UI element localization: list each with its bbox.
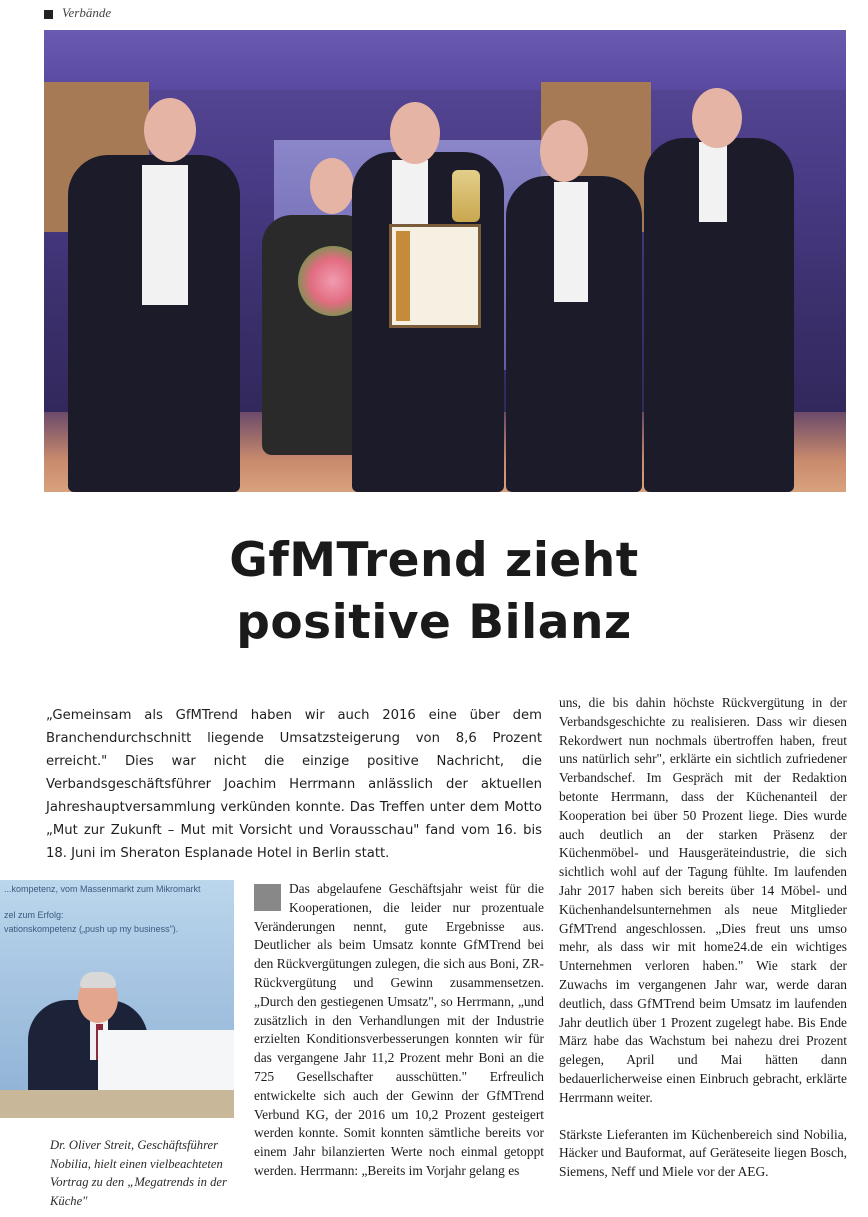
body-column-2 [254, 880, 544, 1181]
drop-cap-box [254, 884, 281, 911]
photo-caption: Dr. Oliver Streit, Geschäftsführer Nobilia, hielt einen vielbeachteten Vortrag zu den „Megatrends in der Küche" [50, 1138, 227, 1208]
ceiling [44, 30, 846, 90]
body-column-2-text: Das abgelaufene Geschäftsjahr weist für die Kooperationen, die leider nur prozentuale Veränderungen nennt, gute Ergebnisse aus. Deutlicher als beim Umsatz konnte GfMTrend bei den Rückvergütungen zulegen, die sich aus Boni, ZR-Rückvergütung und Gewinn zusammensetzen. „Durch den gestiegenen Umsatz", so Herrmann, „und zusätzlich in den Verhandlungen mit der Industrie erzielten Konditionsverbesserungen konnten wir für das vergangene Jahr 11,2 Prozent mehr Boni an die 725 Gesellschafter ausschütten." Erfreulich entwickelte sich auch der Gewinn der GfMTrend Verbund KG, der 2016 um 10,2 Prozent gesteigert werden konnte. Somit konnten sämtliche bereits vor einem Jahr bilanzierten Werte noch einmal getoppt werden. Herrmann: „Bereits im Vorjahr gelang es [254, 881, 544, 1178]
screen-text-3: vationskompetenz („push up my business"). [4, 924, 179, 934]
certificate [389, 224, 481, 328]
body-column-3-paragraph-1: uns, die bis dahin höchste Rückvergütung in der Verbandsgeschichte zu realisieren. Dass wir diesen Rekordwert nun nochmals übertroffen haben, freut uns natürlich sehr", erklärte ein sichtlich zufriedener Verbandschef. Im Gespräch mit der Redaktion betonte Herrmann, dass der Küchenanteil der Kooperation bei über 50 Prozent liege. Dies wurde auch deutlich an der starken Präsenz der Küchenmöbel- und Hausgeräteindustrie, die sich sichtlich wohl auf der Tagung fühlte. Im laufenden Jahr 2017 haben sich bereits über 14 Möbel- und Küchenhandelsunternehmen als neue Mitglieder GfMTrend angeschlossen. „Dies freut uns umso mehr, als dass wir mit home24.de ein wichtiges Unternehmen verloren haben." Wie stark der Zuwachs im vergangenen Jahr war, werde daran deutlich, dass GfMTrend beim Umsatz im laufenden Jahr deutlich über 1 Prozent zugelegt habe. Bis Ende März habe das Wachstum bei nahezu drei Prozent gelegen, April und Mai hätten dann bedauerlicherweise einen Einbruch gebracht, erklärte Herrmann weiter. [559, 695, 847, 1105]
speaker-photo [0, 880, 234, 1118]
trophy [452, 170, 480, 222]
screen-text-2: zel zum Erfolg: [4, 910, 64, 920]
body-column-3 [559, 694, 847, 1182]
body-column-3-paragraph-2: Stärkste Lieferanten im Küchenbereich sind Nobilia, Häcker und Bauformat, auf Geräteseite liegen Bosch, Siemens, Neff und Miele vor der AEG. [559, 1126, 847, 1180]
section-label: Verbände [62, 5, 112, 20]
headline [0, 530, 868, 654]
headline-line-1: GfMTrend zieht [229, 533, 639, 588]
screen-text-1: ...kompetenz, vom Massenmarkt zum Mikromarkt [4, 884, 201, 894]
lead-paragraph: „Gemeinsam als GfMTrend haben wir auch 2016 eine über dem Branchendurchschnitt liegende Umsatzsteigerung von 8,6 Prozent erreicht." Dies war nicht die einzige positive Nachricht, die Verbandsgeschäftsführer Joachim Herrmann anlässlich der aktuellen Jahreshauptversammlung verkünden konnte. Das Treffen unter dem Motto „Mut zur Zukunft – Mut mit Vorsicht und Vorausschau" fand vom 16. bis 18. Juni im Sheraton Esplanade Hotel in Berlin statt. [46, 708, 542, 861]
hero-photo [44, 30, 846, 492]
headline-line-2: positive Bilanz [236, 595, 632, 650]
section-marker [44, 10, 53, 19]
